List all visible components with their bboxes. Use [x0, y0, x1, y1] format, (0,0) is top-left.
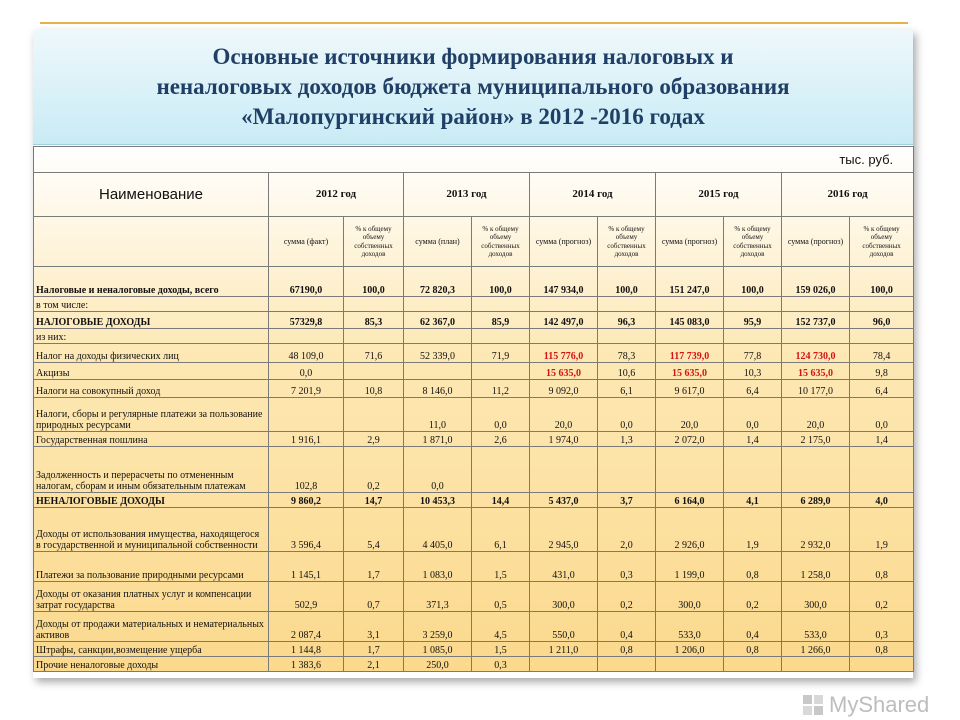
table-cell: 96,3: [598, 312, 656, 329]
table-cell: 1 085,0: [404, 642, 472, 657]
table-cell: 533,0: [782, 612, 850, 642]
subheader-cell: сумма (прогноз): [530, 217, 598, 267]
subheader-cell: % к общему объему собственных доходов: [724, 217, 782, 267]
table-cell: 2,1: [344, 657, 404, 672]
myshared-logo-icon: [801, 693, 825, 717]
table-cell: 1,3: [598, 432, 656, 447]
table-row: [34, 398, 914, 432]
table-cell: 0,0: [598, 398, 656, 432]
row-label: Налог на доходы физических лиц: [34, 344, 269, 363]
table-cell: 300,0: [530, 582, 598, 612]
table-cell: 20,0: [656, 398, 724, 432]
table-cell: 2,9: [344, 432, 404, 447]
table-cell: [850, 447, 914, 493]
table-cell: 10 177,0: [782, 380, 850, 398]
table-cell: 14,4: [472, 493, 530, 508]
table-cell: [782, 297, 850, 312]
table-cell: [472, 447, 530, 493]
row-label: в том числе:: [34, 297, 269, 312]
table-cell: [472, 329, 530, 344]
table-cell: 48 109,0: [269, 344, 344, 363]
table-cell: 0,3: [598, 552, 656, 582]
table-cell: [472, 363, 530, 380]
table-cell: 1,7: [344, 642, 404, 657]
table-cell: [598, 329, 656, 344]
table-cell: 3 596,4: [269, 508, 344, 552]
table-cell: 2,6: [472, 432, 530, 447]
table-cell: [404, 329, 472, 344]
table-cell: 1 266,0: [782, 642, 850, 657]
row-label: Штрафы, санкции,возмещение ущерба: [34, 642, 269, 657]
header-row: [34, 173, 914, 217]
table-cell: [344, 329, 404, 344]
table-cell: 9 860,2: [269, 493, 344, 508]
table-cell: [724, 447, 782, 493]
table-cell: 96,0: [850, 312, 914, 329]
table-cell: 1,5: [472, 642, 530, 657]
table-cell: 3 259,0: [404, 612, 472, 642]
table-cell: 300,0: [656, 582, 724, 612]
table-row: [34, 432, 914, 447]
table-cell: 145 083,0: [656, 312, 724, 329]
table-cell: 117 739,0: [656, 344, 724, 363]
header-name: Наименование: [34, 173, 269, 217]
table-cell: 550,0: [530, 612, 598, 642]
table-cell: 0,0: [724, 398, 782, 432]
table-cell: 2 175,0: [782, 432, 850, 447]
row-label: Налоговые и неналоговые доходы, всего: [34, 267, 269, 297]
table-cell: 4,0: [850, 493, 914, 508]
row-label: Прочие неналоговые доходы: [34, 657, 269, 672]
table-cell: 1 871,0: [404, 432, 472, 447]
title-line-1: Основные источники формирования налоговых и: [212, 44, 734, 69]
row-label: Доходы от оказания платных услуг и компенсации затрат государства: [34, 582, 269, 612]
table-row: [34, 657, 914, 672]
table-cell: 71,9: [472, 344, 530, 363]
table-cell: 14,7: [344, 493, 404, 508]
table-cell: 9,8: [850, 363, 914, 380]
watermark: [801, 690, 929, 720]
row-label: Налоги на совокупный доход: [34, 380, 269, 398]
table-cell: 2 932,0: [782, 508, 850, 552]
table-cell: [344, 363, 404, 380]
table-cell: 85,9: [472, 312, 530, 329]
subheader-cell: % к общему объему собственных доходов: [344, 217, 404, 267]
row-label: из них:: [34, 329, 269, 344]
table-cell: 1 206,0: [656, 642, 724, 657]
table-cell: 1,4: [724, 432, 782, 447]
table-cell: [724, 657, 782, 672]
slide: [33, 30, 930, 717]
table-cell: 300,0: [782, 582, 850, 612]
row-label: НАЛОГОВЫЕ ДОХОДЫ: [34, 312, 269, 329]
table-cell: 147 934,0: [530, 267, 598, 297]
table-body: [34, 267, 914, 672]
table-cell: 77,8: [724, 344, 782, 363]
table-cell: 1 916,1: [269, 432, 344, 447]
table-row: [34, 297, 914, 312]
table-cell: 9 092,0: [530, 380, 598, 398]
table-cell: 67190,0: [269, 267, 344, 297]
table-cell: [344, 398, 404, 432]
table-cell: 11,0: [404, 398, 472, 432]
table-cell: 95,9: [724, 312, 782, 329]
table-row: [34, 363, 914, 380]
table-cell: 1,4: [850, 432, 914, 447]
row-label: НЕНАЛОГОВЫЕ ДОХОДЫ: [34, 493, 269, 508]
table-cell: 1 383,6: [269, 657, 344, 672]
table-cell: 4,5: [472, 612, 530, 642]
table-cell: 1 083,0: [404, 552, 472, 582]
row-label: Акцизы: [34, 363, 269, 380]
table-cell: 100,0: [724, 267, 782, 297]
table-cell: [598, 657, 656, 672]
table-cell: 1 258,0: [782, 552, 850, 582]
table-row: [34, 329, 914, 344]
table-cell: [850, 657, 914, 672]
table-cell: 5 437,0: [530, 493, 598, 508]
table-cell: 1 145,1: [269, 552, 344, 582]
subheader-cell: сумма (прогноз): [656, 217, 724, 267]
subheader-cell: % к общему объему собственных доходов: [598, 217, 656, 267]
title-line-3: «Малопургинский район» в 2012 -2016 годах: [241, 104, 705, 129]
table-cell: [530, 657, 598, 672]
table-cell: 0,0: [404, 447, 472, 493]
table-cell: 0,2: [724, 582, 782, 612]
table-cell: 0,8: [724, 642, 782, 657]
table-cell: 1 974,0: [530, 432, 598, 447]
table-cell: 10,8: [344, 380, 404, 398]
table-cell: [269, 329, 344, 344]
table-cell: 5,4: [344, 508, 404, 552]
subheader-cell: сумма (прогноз): [782, 217, 850, 267]
table-cell: [656, 657, 724, 672]
table-cell: [656, 447, 724, 493]
table-cell: [530, 329, 598, 344]
table-cell: [782, 329, 850, 344]
table-cell: [530, 447, 598, 493]
table-row: [34, 447, 914, 493]
subheader-empty: [34, 217, 269, 267]
table-cell: 100,0: [472, 267, 530, 297]
table-cell: 124 730,0: [782, 344, 850, 363]
table-row: [34, 508, 914, 552]
table-cell: 0,3: [472, 657, 530, 672]
table-cell: [724, 329, 782, 344]
table-cell: 52 339,0: [404, 344, 472, 363]
table-cell: 0,3: [850, 612, 914, 642]
table-cell: 10,3: [724, 363, 782, 380]
subheader-cell: сумма (факт): [269, 217, 344, 267]
table-row: [34, 267, 914, 297]
header-year-2015: 2015 год: [656, 173, 782, 217]
table-cell: [598, 297, 656, 312]
table-cell: 0,8: [850, 552, 914, 582]
title-box: [33, 30, 913, 145]
table-cell: 2 926,0: [656, 508, 724, 552]
table-cell: [724, 297, 782, 312]
table-cell: 142 497,0: [530, 312, 598, 329]
top-decorative-line: [40, 22, 908, 24]
table-cell: 100,0: [344, 267, 404, 297]
table-cell: 1,7: [344, 552, 404, 582]
table-cell: 1 199,0: [656, 552, 724, 582]
header-year-2013: 2013 год: [404, 173, 530, 217]
table-cell: [404, 363, 472, 380]
table-cell: 6 289,0: [782, 493, 850, 508]
table-cell: [656, 297, 724, 312]
table-row: [34, 380, 914, 398]
table-cell: 78,4: [850, 344, 914, 363]
table-cell: [850, 297, 914, 312]
table-cell: 0,8: [598, 642, 656, 657]
header-year-2016: 2016 год: [782, 173, 914, 217]
header-year-2012: 2012 год: [269, 173, 404, 217]
table-cell: 15 635,0: [656, 363, 724, 380]
table-cell: 102,8: [269, 447, 344, 493]
table-cell: 152 737,0: [782, 312, 850, 329]
table-cell: 15 635,0: [530, 363, 598, 380]
table-cell: 6 164,0: [656, 493, 724, 508]
table-cell: [472, 297, 530, 312]
table-cell: 1 211,0: [530, 642, 598, 657]
table-cell: 72 820,3: [404, 267, 472, 297]
table-cell: 78,3: [598, 344, 656, 363]
table-cell: 0,2: [850, 582, 914, 612]
subheader-cell: % к общему объему собственных доходов: [850, 217, 914, 267]
subheader-cell: сумма (план): [404, 217, 472, 267]
subheader-row: [34, 217, 914, 267]
table-cell: [530, 297, 598, 312]
table-cell: 71,6: [344, 344, 404, 363]
table-cell: [850, 329, 914, 344]
table-cell: 371,3: [404, 582, 472, 612]
table-cell: 0,8: [724, 552, 782, 582]
row-label: Задолженность и перерасчеты по отмененным налогам, сборам и иным обязательным платежам: [34, 447, 269, 493]
table-cell: 151 247,0: [656, 267, 724, 297]
table-cell: 3,1: [344, 612, 404, 642]
table-cell: 62 367,0: [404, 312, 472, 329]
table-cell: 0,5: [472, 582, 530, 612]
header-year-2014: 2014 год: [530, 173, 656, 217]
table-cell: 3,7: [598, 493, 656, 508]
row-label: Налоги, сборы и регулярные платежи за пользование природных ресурсами: [34, 398, 269, 432]
table-cell: 9 617,0: [656, 380, 724, 398]
table-cell: 0,4: [598, 612, 656, 642]
table-cell: 20,0: [782, 398, 850, 432]
table-cell: 6,4: [724, 380, 782, 398]
table-row: [34, 312, 914, 329]
row-label: Платежи за пользование природными ресурсами: [34, 552, 269, 582]
table-cell: 502,9: [269, 582, 344, 612]
units-row: [34, 147, 914, 173]
table-cell: 10,6: [598, 363, 656, 380]
row-label: Доходы от продажи материальных и нематериальных активов: [34, 612, 269, 642]
table-cell: 2,0: [598, 508, 656, 552]
table-cell: 0,2: [344, 447, 404, 493]
table-row: [34, 582, 914, 612]
units-label: тыс. руб.: [34, 147, 914, 173]
table-cell: 1,9: [850, 508, 914, 552]
row-label: Доходы от использования имущества, находящегося в государственной и муниципальной собственности: [34, 508, 269, 552]
table-cell: 250,0: [404, 657, 472, 672]
table-cell: 0,2: [598, 582, 656, 612]
table-row: [34, 344, 914, 363]
table-cell: 0,0: [472, 398, 530, 432]
table-cell: 7 201,9: [269, 380, 344, 398]
table-cell: 533,0: [656, 612, 724, 642]
table-cell: 0,7: [344, 582, 404, 612]
row-label: Государственная пошлина: [34, 432, 269, 447]
table-cell: 85,3: [344, 312, 404, 329]
table-cell: 1 144,8: [269, 642, 344, 657]
table-cell: 1,5: [472, 552, 530, 582]
table-cell: 431,0: [530, 552, 598, 582]
table-cell: 115 776,0: [530, 344, 598, 363]
watermark-text: MyShared: [829, 692, 930, 717]
table-row: [34, 493, 914, 508]
table-cell: [782, 657, 850, 672]
table-cell: 6,1: [472, 508, 530, 552]
table-cell: 6,1: [598, 380, 656, 398]
table-cell: 4,1: [724, 493, 782, 508]
subheader-cell: % к общему объему собственных доходов: [472, 217, 530, 267]
table-cell: 100,0: [850, 267, 914, 297]
table-cell: 2 087,4: [269, 612, 344, 642]
table-cell: 6,4: [850, 380, 914, 398]
table-cell: [269, 297, 344, 312]
table-row: [34, 552, 914, 582]
table-cell: 57329,8: [269, 312, 344, 329]
table-cell: [404, 297, 472, 312]
table-cell: 20,0: [530, 398, 598, 432]
table-cell: 11,2: [472, 380, 530, 398]
table-cell: 8 146,0: [404, 380, 472, 398]
table-cell: 2 072,0: [656, 432, 724, 447]
table-cell: 4 405,0: [404, 508, 472, 552]
table-cell: [269, 398, 344, 432]
table-row: [34, 612, 914, 642]
table-cell: 2 945,0: [530, 508, 598, 552]
table-cell: 0,0: [850, 398, 914, 432]
table-cell: 15 635,0: [782, 363, 850, 380]
table-row: [34, 642, 914, 657]
title-line-2: неналоговых доходов бюджета муниципального образования: [156, 74, 790, 99]
table-cell: 0,4: [724, 612, 782, 642]
table-cell: [344, 297, 404, 312]
table-cell: 1,9: [724, 508, 782, 552]
table-cell: [782, 447, 850, 493]
table-cell: 10 453,3: [404, 493, 472, 508]
table-cell: [656, 329, 724, 344]
table-cell: 0,0: [269, 363, 344, 380]
table-cell: 0,8: [850, 642, 914, 657]
table-cell: 159 026,0: [782, 267, 850, 297]
table-cell: [598, 447, 656, 493]
revenue-table: [33, 146, 914, 672]
table-cell: 100,0: [598, 267, 656, 297]
